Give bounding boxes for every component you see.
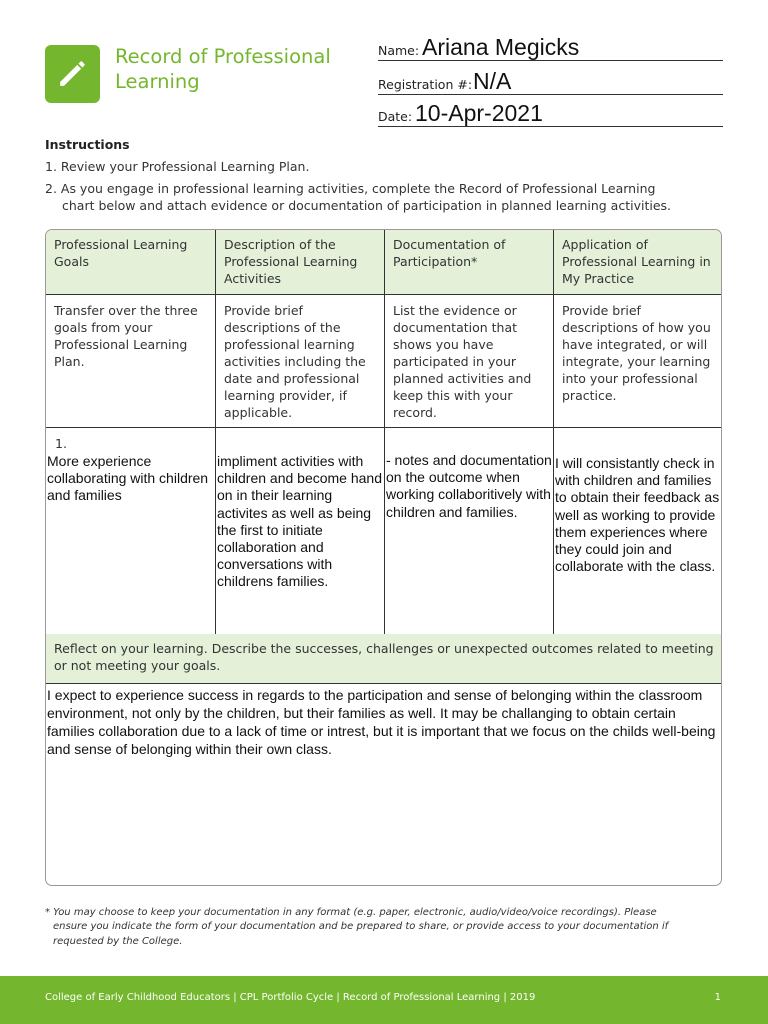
- date-field[interactable]: [378, 96, 723, 127]
- application-cell[interactable]: I will consistantly check in with children and families to obtain their feedback as well as working to provide them experiences where they could join and collaborate with the class.: [555, 455, 720, 575]
- instruction-item-2-line-2: chart below and attach evidence or documentation of participation in planned learning activities.: [62, 198, 672, 213]
- footnote-line-1: * You may choose to keep your documentation in any format (e.g. paper, electronic, audio/video/voice recordings). Please: [45, 907, 657, 918]
- reflection-prompt: Reflect on your learning. Describe the successes, challenges or unexpected outcomes related to meeting or not meeting your goals.: [46, 634, 722, 684]
- description-application: Provide brief descriptions of how you have integrated, or will integrate, your learning into your professional practice.: [562, 303, 711, 403]
- documentation-cell[interactable]: - notes and documentation on the outcome when working collaboritively with children and families.: [385, 427, 554, 634]
- row-number: 1.: [55, 436, 67, 451]
- date-value[interactable]: 10-Apr-2021: [415, 100, 543, 126]
- goal-text: More experience collaborating with children and families: [47, 453, 209, 504]
- registration-field[interactable]: [378, 64, 723, 95]
- goal-cell[interactable]: [46, 427, 216, 634]
- logo-badge: [45, 45, 100, 103]
- date-label: Date:: [378, 109, 413, 124]
- instruction-item-2-line-1: 2. As you engage in professional learning activities, complete the Record of Professional Learning: [45, 181, 656, 196]
- page-title: [115, 44, 331, 94]
- header-goals: Professional Learning Goals: [46, 230, 216, 294]
- record-table: [45, 229, 722, 886]
- footer-text: College of Early Childhood Educators | CPL Portfolio Cycle | Record of Professional Learning | 2019: [45, 992, 536, 1003]
- page-number: 1: [714, 992, 721, 1003]
- footnote-line-2: ensure you indicate the form of your documentation and be prepared to share, or provide access to your documentation if: [53, 921, 669, 933]
- description-activities: Provide brief descriptions of the professional learning activities including the date and professional learning provider, if applicable.: [216, 294, 385, 427]
- header-application: Application of Professional Learning in My Practice: [562, 237, 711, 286]
- registration-label: Registration #:: [378, 77, 473, 92]
- header-documentation: Documentation of Participation*: [385, 230, 554, 294]
- footnote-line-3: requested by the College.: [53, 935, 183, 947]
- instruction-item-2: [45, 180, 671, 214]
- header-activities: Description of the Professional Learning Activities: [216, 230, 385, 294]
- activities-cell[interactable]: impliment activities with children and become hand on in their learning activites as well as being the first to initiate collaboration and conversations with childrens families.: [216, 427, 385, 634]
- reflection-answer[interactable]: I expect to experience success in regards to the participation and sense of belonging within the classroom environment, not only by the children, but their families as well. It may be challanging to obtain certain families collaboration due to a lack of time or intrest, but it is important that we focus on the childs well-being and sense of belonging within their own class.: [47, 687, 716, 757]
- name-label: Name:: [378, 43, 420, 58]
- footnote: [45, 906, 705, 949]
- title-line-1: Record of Professional: [115, 45, 331, 68]
- name-value[interactable]: Ariana Megicks: [422, 34, 580, 60]
- title-line-2: Learning: [115, 70, 200, 93]
- registration-value[interactable]: N/A: [473, 68, 512, 94]
- instruction-item-1: 1. Review your Professional Learning Plan.: [45, 159, 310, 174]
- table-row: [46, 427, 722, 635]
- pencil-icon: [54, 55, 91, 92]
- description-documentation: List the evidence or documentation that shows you have participated in your planned activities and keep this with your record.: [385, 294, 554, 427]
- footer-band: [0, 976, 768, 1024]
- description-goals: Transfer over the three goals from your Professional Learning Plan.: [46, 294, 216, 427]
- table-description-row: [46, 294, 722, 428]
- table-header-row: [46, 230, 722, 295]
- name-field[interactable]: [378, 30, 723, 61]
- instructions-heading: Instructions: [45, 137, 130, 152]
